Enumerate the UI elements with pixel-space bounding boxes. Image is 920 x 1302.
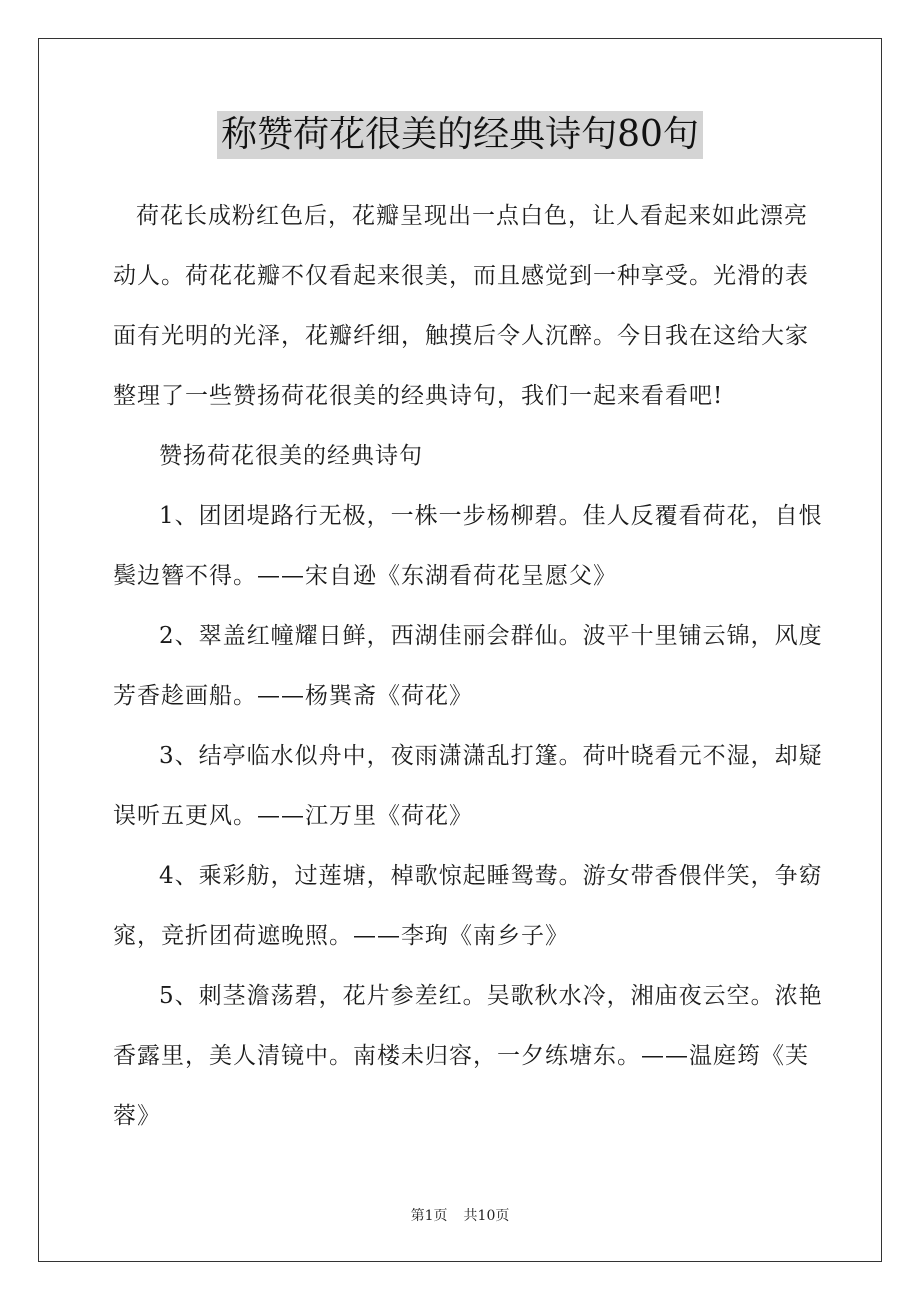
page-number: 第1页: [410, 1208, 448, 1224]
document-body: [113, 186, 825, 1146]
section-heading: 赞扬荷花很美的经典诗句: [159, 443, 423, 469]
poem-item-2: 2、翠盖红幢耀日鲜，西湖佳丽会群仙。波平十里铺云锦，风度芳香趁画船。——杨巽斋《荷花》: [113, 623, 823, 709]
poem-item-4: 4、乘彩舫，过莲塘，棹歌惊起睡鸳鸯。游女带香偎伴笑，争窈窕，竞折团荷遮晚照。——李珣《南乡子》: [113, 863, 823, 949]
document-title: 称赞荷花很美的经典诗句80句: [217, 111, 703, 159]
poem-item-5: 5、刺茎澹荡碧，花片参差红。吴歌秋水冷，湘庙夜云空。浓艳香露里，美人清镜中。南楼未归容，一夕练塘东。——温庭筠《芙蓉》: [113, 983, 823, 1129]
title-container: [0, 111, 920, 159]
page-footer: [0, 1205, 920, 1225]
intro-paragraph: 荷花长成粉红色后，花瓣呈现出一点白色，让人看起来如此漂亮动人。荷花花瓣不仅看起来很美，而且感觉到一种享受。光滑的表面有光明的光泽，花瓣纤细，触摸后令人沉醉。今日我在这给大家整理了一些赞扬荷花很美的经典诗句，我们一起来看看吧!: [113, 203, 809, 409]
poem-item-1: 1、团团堤路行无极，一株一步杨柳碧。佳人反覆看荷花，自恨鬓边簪不得。——宋自逊《东湖看荷花呈愿父》: [113, 503, 823, 589]
page-total: 共10页: [463, 1208, 510, 1224]
poem-item-3: 3、结亭临水似舟中，夜雨潇潇乱打篷。荷叶晓看元不湿，却疑误听五更风。——江万里《荷花》: [113, 743, 823, 829]
